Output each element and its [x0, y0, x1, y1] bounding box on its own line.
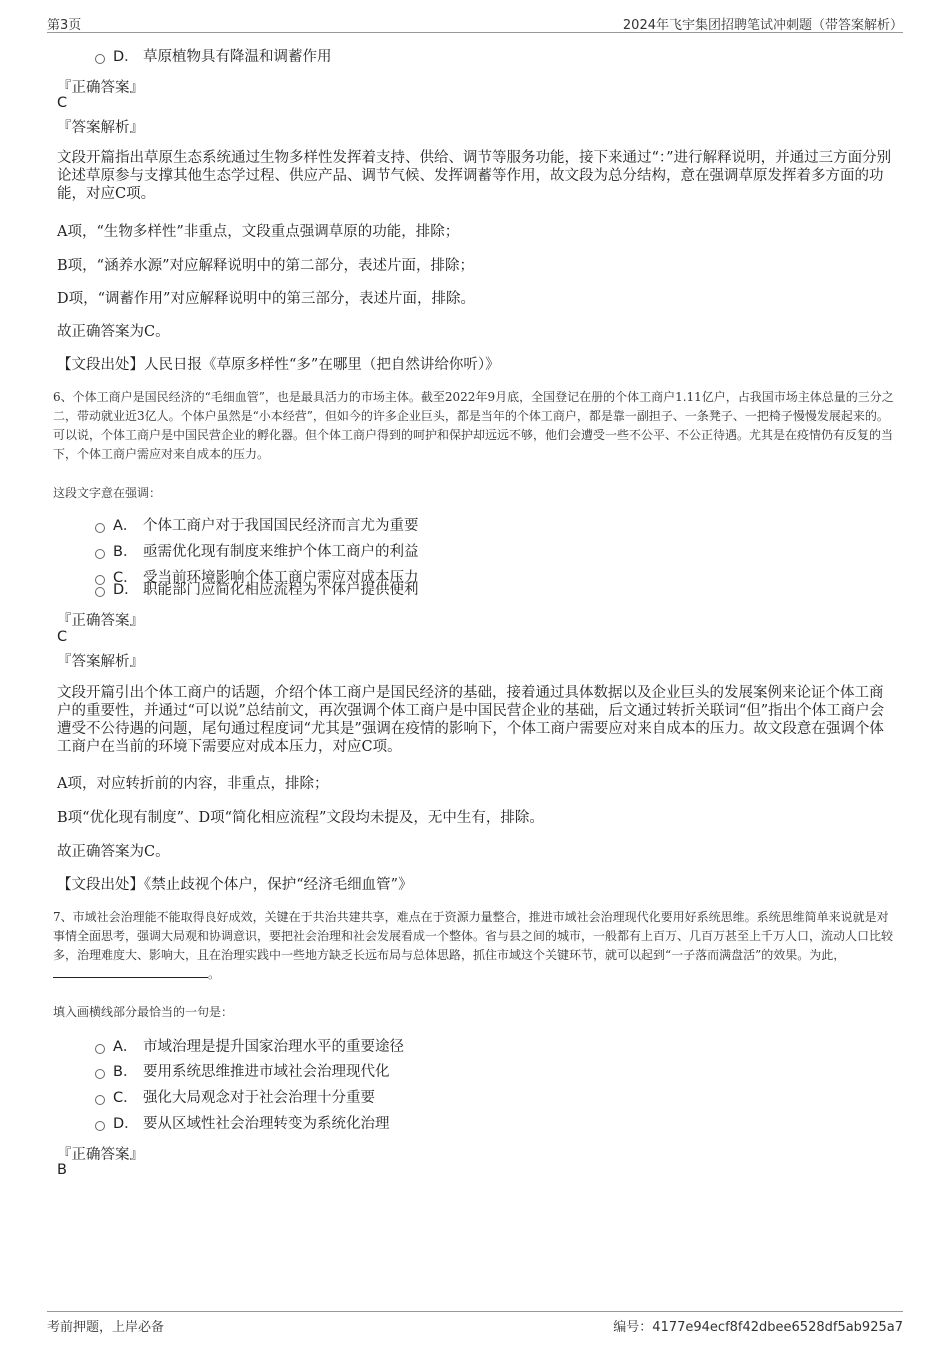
q7-stem: 填入画横线部分最恰当的一句是： [53, 1005, 234, 1019]
q5-analysis-line: A项，“生物多样性”非重点，文段重点强调草原的功能，排除； [57, 224, 460, 240]
q6-option-b[interactable]: B． 亟需优化现有制度来维护个体工商户的利益 [95, 542, 419, 562]
q6-answer-label: 『正确答案』 [57, 613, 144, 629]
fill-in-blank[interactable] [53, 965, 208, 978]
q7-option-a[interactable]: A． 市域治理是提升国家治理水平的重要途径 [95, 1037, 404, 1057]
q5-source: 【文段出处】人民日报《草原多样性“多”在哪里（把自然讲给你听）》 [57, 357, 500, 373]
radio-icon[interactable] [95, 549, 105, 559]
page-header [47, 14, 903, 33]
radio-icon[interactable] [95, 1069, 105, 1079]
q5-answer-label: 『正确答案』 [57, 80, 144, 96]
document-title: 2024年飞宇集团招聘笔试冲刺题（带答案解析） [622, 18, 903, 33]
q7-answer: B [57, 1162, 67, 1178]
radio-icon[interactable] [95, 1095, 105, 1105]
q6-answer: C [57, 629, 68, 645]
q6-option-a[interactable]: A． 个体工商户对于我国国民经济而言尤为重要 [95, 516, 419, 536]
radio-icon[interactable] [95, 1121, 105, 1131]
q7-question-text: 7、市域社会治理能不能取得良好成效，关键在于共治共建共享，难点在于资源力量整合，推进市域社会治理现代化要用好系统思维。系统思维简单来说就是对事情全面思考，强调大局观和协调意识，要把社会治理和社会发展看成一个整体。省与县之间的城市，一般都有上百万、几百万甚至上千万人口，流动人口比较多，治理难度大、影响大，且在治理实践中一些地方缺乏长远布局与总体思路，抓住市域这个关键环节，就可以起到“一子落而满盘活”的效果。为此，。 [53, 910, 894, 981]
radio-icon[interactable] [95, 523, 105, 533]
document-code: 编号：4177e94ecf8f42dbee6528df5ab925a7 [613, 1320, 903, 1335]
q6-option-d[interactable]: D． 职能部门应简化相应流程为个体户提供便利 [95, 580, 419, 600]
q5-analysis-line: B项，“涵养水源”对应解释说明中的第二部分，表述片面，排除； [57, 258, 474, 274]
q7-option-d[interactable]: D． 要从区域性社会治理转变为系统化治理 [95, 1114, 390, 1134]
q6-option-c[interactable]: C． 受当前环境影响个体工商户需应对成本压力 [95, 568, 419, 588]
q5-option-d[interactable]: D． 草原植物具有降温和调蓄作用 [95, 47, 332, 67]
q6-analysis-line: B项“优化现有制度”、D项“简化相应流程”文段均未提及，无中生有，排除。 [57, 810, 544, 826]
q7-option-b[interactable]: B． 要用系统思维推进市域社会治理现代化 [95, 1062, 390, 1082]
radio-icon[interactable] [95, 54, 105, 64]
q6-analysis-paragraph: 文段开篇引出个体工商户的话题，介绍个体工商户是国民经济的基础，接着通过具体数据以及企业巨头的发展案例来论证个体工商户的重要性，并通过“可以说”总结前文，再次强调个体工商户是中国民营企业的基础，后文通过转折关联词“但”指出个体工商户会遭受不公待遇的问题，尾句通过程度词“尤其是”强调在疫情的影响下，个体工商户需要应对来自成本的压力。故文段意在强调个体工商户在当前的环境下需要应对成本压力，对应C项。 [57, 685, 885, 755]
page-footer [47, 1311, 903, 1335]
q6-analysis-label: 『答案解析』 [57, 654, 144, 670]
q7-answer-label: 『正确答案』 [57, 1147, 144, 1163]
q6-stem: 这段文字意在强调： [53, 486, 162, 500]
q6-question-text: 6、个体工商户是国民经济的“毛细血管”，也是最具活力的市场主体。截至2022年9月底，全国登记在册的个体工商户1.11亿户，占我国市场主体总量的三分之二，带动就业近3亿人。个体户虽然是“小本经营”，但如今的许多企业巨头，都是当年的个体工商户，都是靠一副担子、一条凳子、一把椅子慢慢发展起来的。可以说，个体工商户是中国民营企业的孵化器。但个体工商户得到的呵护和保护却远远不够，他们会遭受一些不公平、不公正待遇。尤其是在疫情仍有反复的当下，个体工商户需应对来自成本的压力。 [53, 390, 894, 461]
radio-icon[interactable] [95, 1044, 105, 1054]
q7-option-c[interactable]: C． 强化大局观念对于社会治理十分重要 [95, 1088, 375, 1108]
q6-source: 【文段出处】《禁止歧视个体户，保护“经济毛细血管”》 [57, 877, 413, 893]
q6-analysis-line: A项，对应转折前的内容，非重点，排除； [57, 776, 329, 792]
q5-analysis-paragraph: 文段开篇指出草原生态系统通过生物多样性发挥着支持、供给、调节等服务功能，接下来通过“：”进行解释说明，并通过三方面分别论述草原参与支撑其他生态学过程、供应产品、调节气候、发挥调蓄等作用，故文段为总分结构，意在强调草原发挥着多方面的功能，对应C项。 [57, 150, 892, 202]
q5-analysis-line: D项，“调蓄作用”对应解释说明中的第三部分，表述片面，排除。 [57, 291, 475, 307]
q5-answer: C [57, 95, 68, 111]
q5-conclusion: 故正确答案为C。 [57, 324, 170, 340]
page-number: 第3页 [47, 18, 82, 33]
footer-slogan: 考前押题，上岸必备 [47, 1320, 165, 1335]
q5-analysis-label: 『答案解析』 [57, 120, 144, 136]
radio-icon[interactable] [95, 587, 105, 597]
q6-conclusion: 故正确答案为C。 [57, 844, 170, 860]
